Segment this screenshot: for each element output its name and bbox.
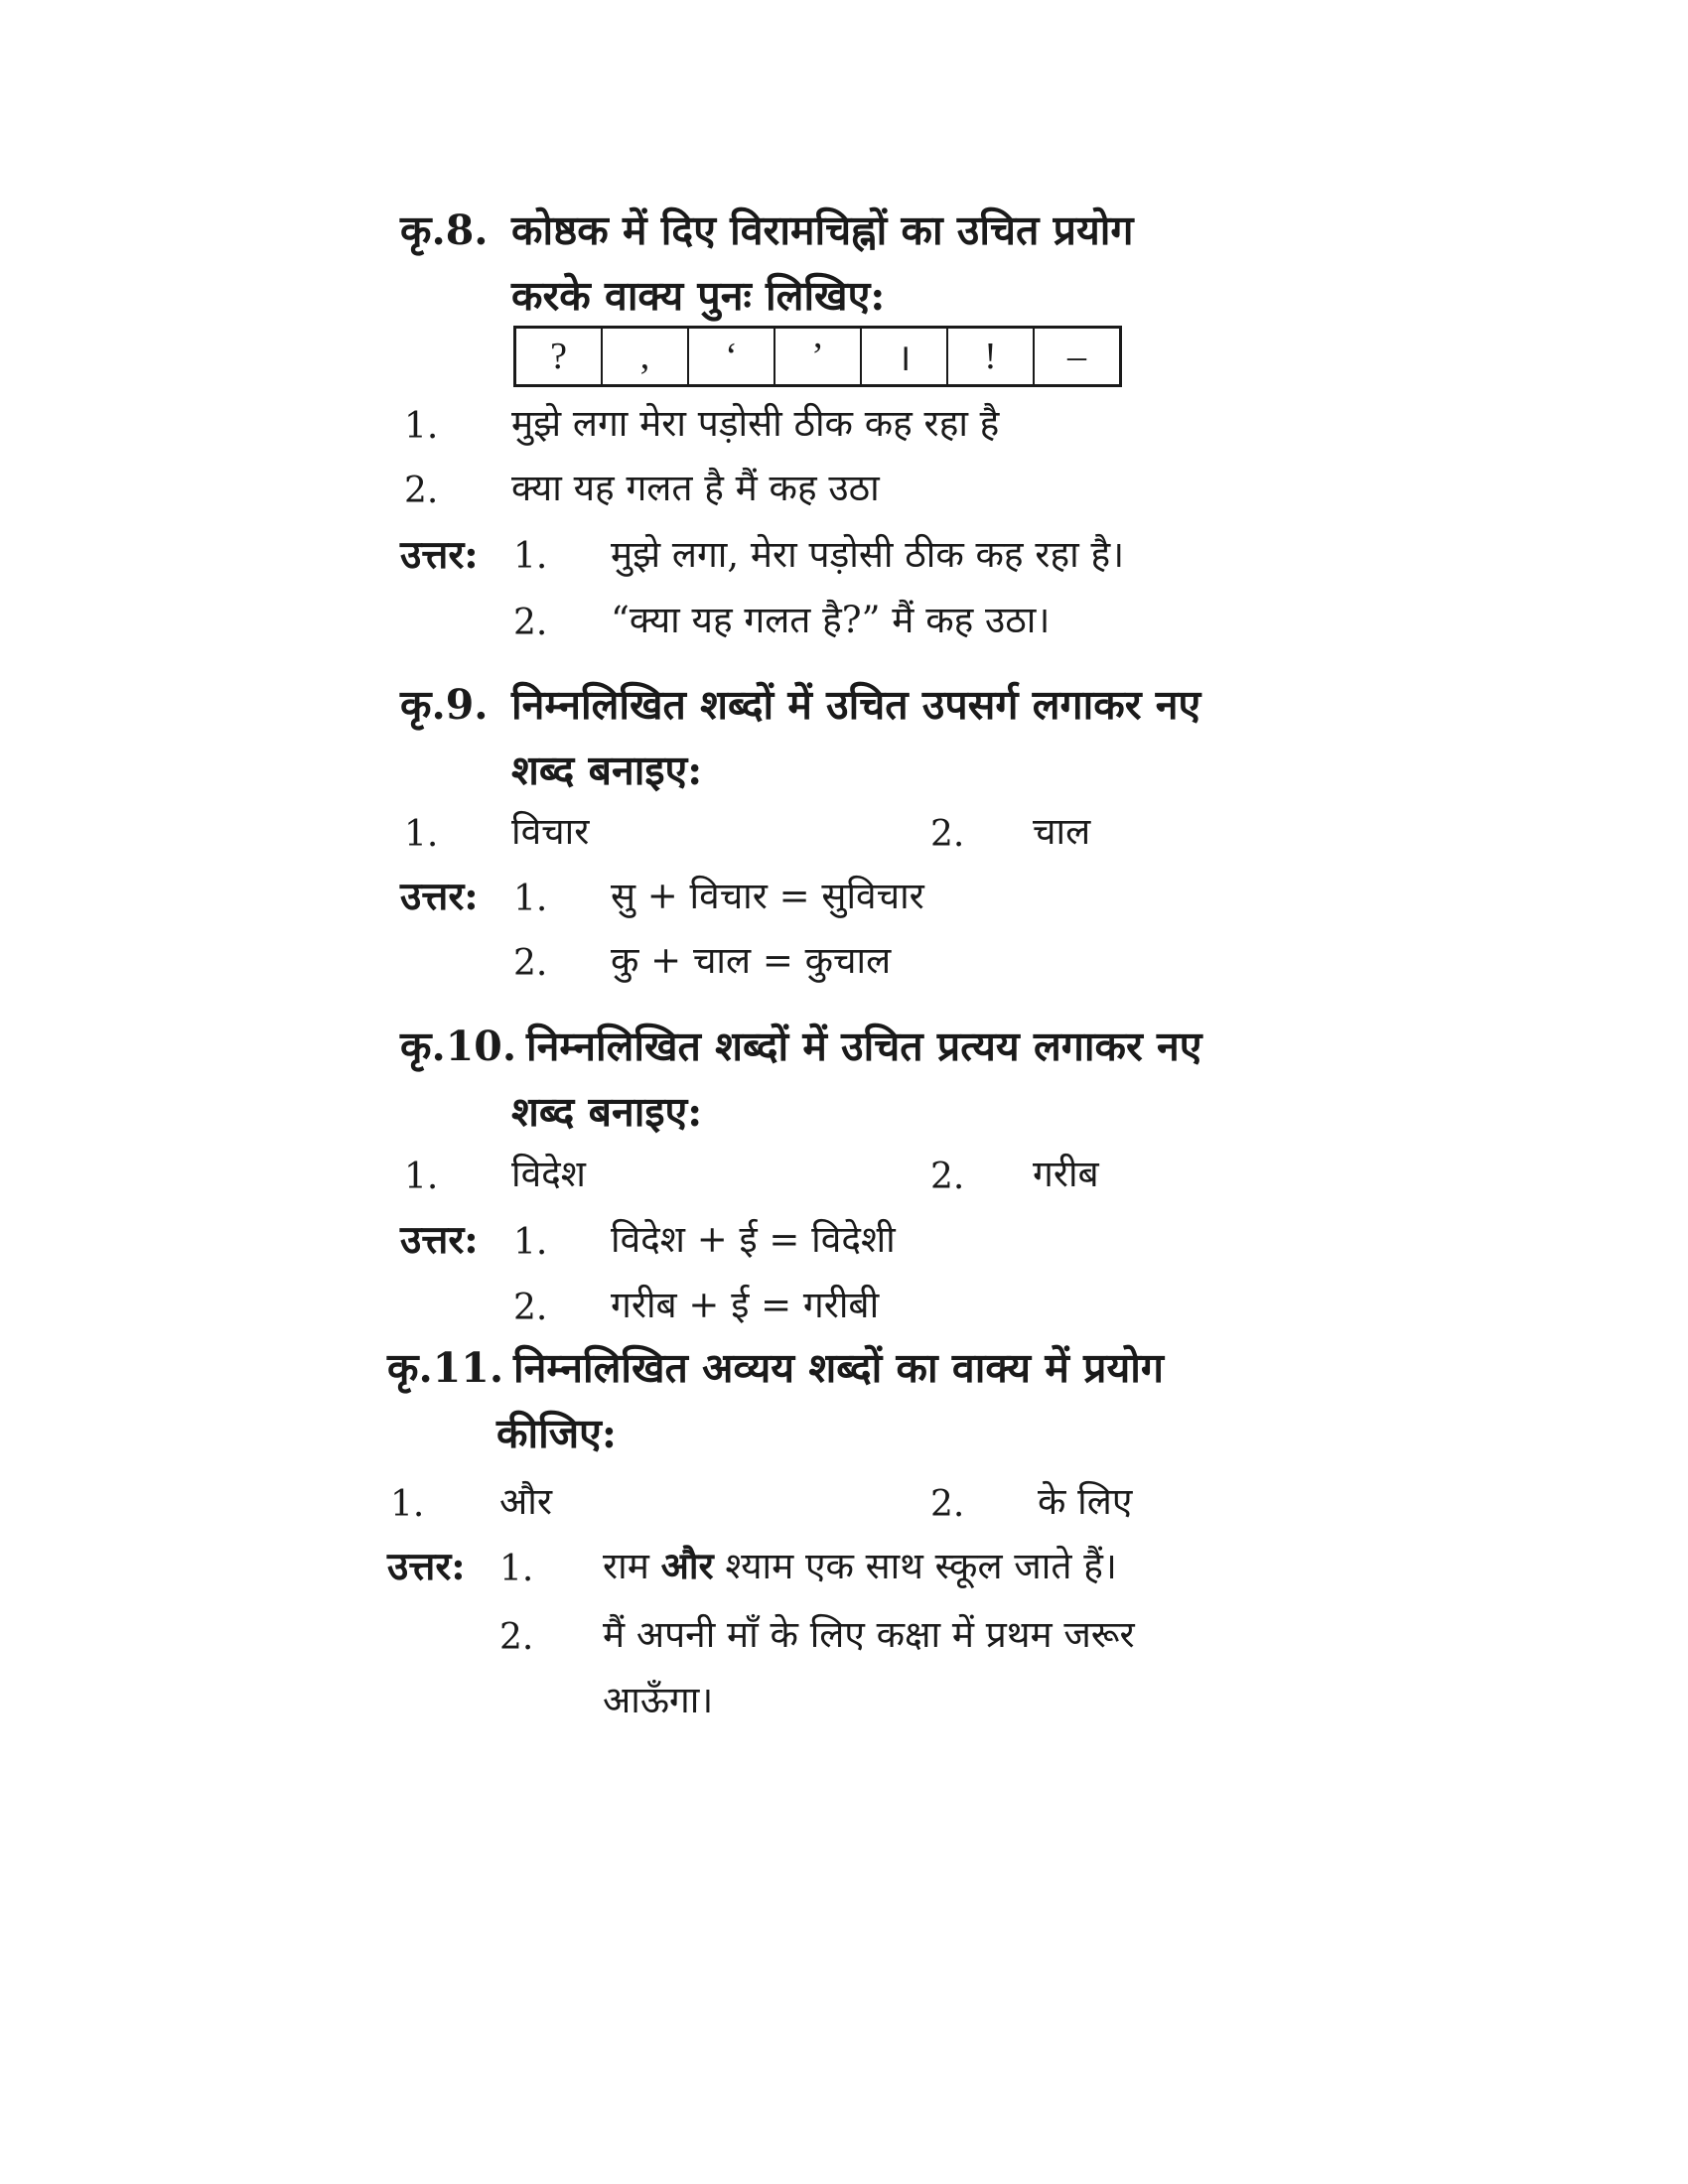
q10-answer-label: उत्तर: [400,1217,479,1263]
q9-item-2-number: 2. [930,814,965,855]
q8-item-2-text: क्या यह गलत है मैं कह उठा [511,467,880,509]
q11-answer-1-pre: राम [603,1545,661,1587]
q11-answer-1-bold: और [660,1544,714,1587]
q9-answer-2-text: कु + चाल = कुचाल [611,939,892,982]
q9-answer-2-number: 2. [513,943,548,984]
q8-item-1-text: मुझे लगा मेरा पड़ोसी ठीक कह रहा है [511,402,1000,445]
q11-item-2-text: के लिए [1038,1480,1133,1523]
q9-answer-1-text: सु + विचार = सुविचार [611,875,924,917]
q8-answer-label: उत्तर: [400,532,479,578]
q11-item-1-text: और [499,1480,552,1523]
q8-answer-1-text: मुझे लगा, मेरा पड़ोसी ठीक कह रहा है। [611,533,1125,576]
question-10-number: कृ.10. [400,1023,517,1070]
question-9-number: कृ.9. [400,681,489,729]
punctuation-box [513,326,1122,387]
q11-answer-label: उत्तर: [387,1544,466,1589]
question-11-title-line2: कीजिए: [496,1410,617,1457]
question-11-title-line1: निम्नलिखित अव्यय शब्दों का वाक्य में प्रयोग [513,1344,1164,1392]
q9-item-2-text: चाल [1033,810,1091,853]
q11-answer-2-line2: आऊँगा। [603,1679,714,1721]
q9-item-1-number: 1. [404,814,439,855]
q10-answer-2-text: गरीब + ई = गरीबी [611,1284,880,1326]
punct-open-quote: ‘ [689,329,775,384]
question-10-title-line1: निम्नलिखित शब्दों में उचित प्रत्यय लगाकर नए [526,1023,1202,1070]
punct-comma: , [603,329,689,384]
q8-answer-2-text: “क्या यह गलत है?” मैं कह उठा। [611,599,1051,641]
question-10-title-line2: शब्द बनाइए: [511,1088,703,1136]
question-9-title-line1: निम्नलिखित शब्दों में उचित उपसर्ग लगाकर नए [511,681,1201,729]
punct-question-mark: ? [516,329,603,384]
q9-answer-label: उत्तर: [400,874,479,919]
punct-exclamation: ! [948,329,1035,384]
q11-answer-1-number: 1. [499,1549,534,1589]
q10-answer-1-text: विदेश + ई = विदेशी [611,1218,896,1261]
question-8-title-line2: करके वाक्य पुनः लिखिए: [511,272,886,320]
q10-item-2-text: गरीब [1033,1153,1099,1195]
question-9-title-line2: शब्द बनाइए: [511,747,703,794]
question-8-number: कृ.8. [400,206,489,254]
q9-answer-1-number: 1. [513,879,548,919]
q10-item-1-number: 1. [404,1157,439,1197]
q11-answer-2-number: 2. [499,1617,534,1658]
q11-answer-2-line1: मैं अपनी माँ के लिए कक्षा में प्रथम जरूर [603,1613,1135,1656]
q8-item-1-number: 1. [404,406,439,447]
q10-item-1-text: विदेश [511,1153,586,1195]
punct-dash: – [1067,336,1086,377]
punct-purn-viram: । [862,329,948,384]
q11-item-1-number: 1. [390,1484,425,1525]
q10-answer-1-number: 1. [513,1222,548,1263]
q8-answer-2-number: 2. [513,603,548,643]
q10-answer-2-number: 2. [513,1288,548,1328]
question-8-title-line1: कोष्ठक में दिए विरामचिह्नों का उचित प्रयोग [511,206,1134,254]
q11-answer-1-text [603,1544,1117,1587]
q11-answer-1-post: श्याम एक साथ स्कूल जाते हैं। [713,1545,1117,1587]
q10-item-2-number: 2. [930,1157,965,1197]
punct-close-quote: ’ [775,329,862,384]
q9-item-1-text: विचार [511,810,590,853]
q11-item-2-number: 2. [930,1484,965,1525]
q8-item-2-number: 2. [404,471,439,511]
question-11-number: कृ.11. [387,1344,504,1392]
q8-answer-1-number: 1. [513,536,548,577]
